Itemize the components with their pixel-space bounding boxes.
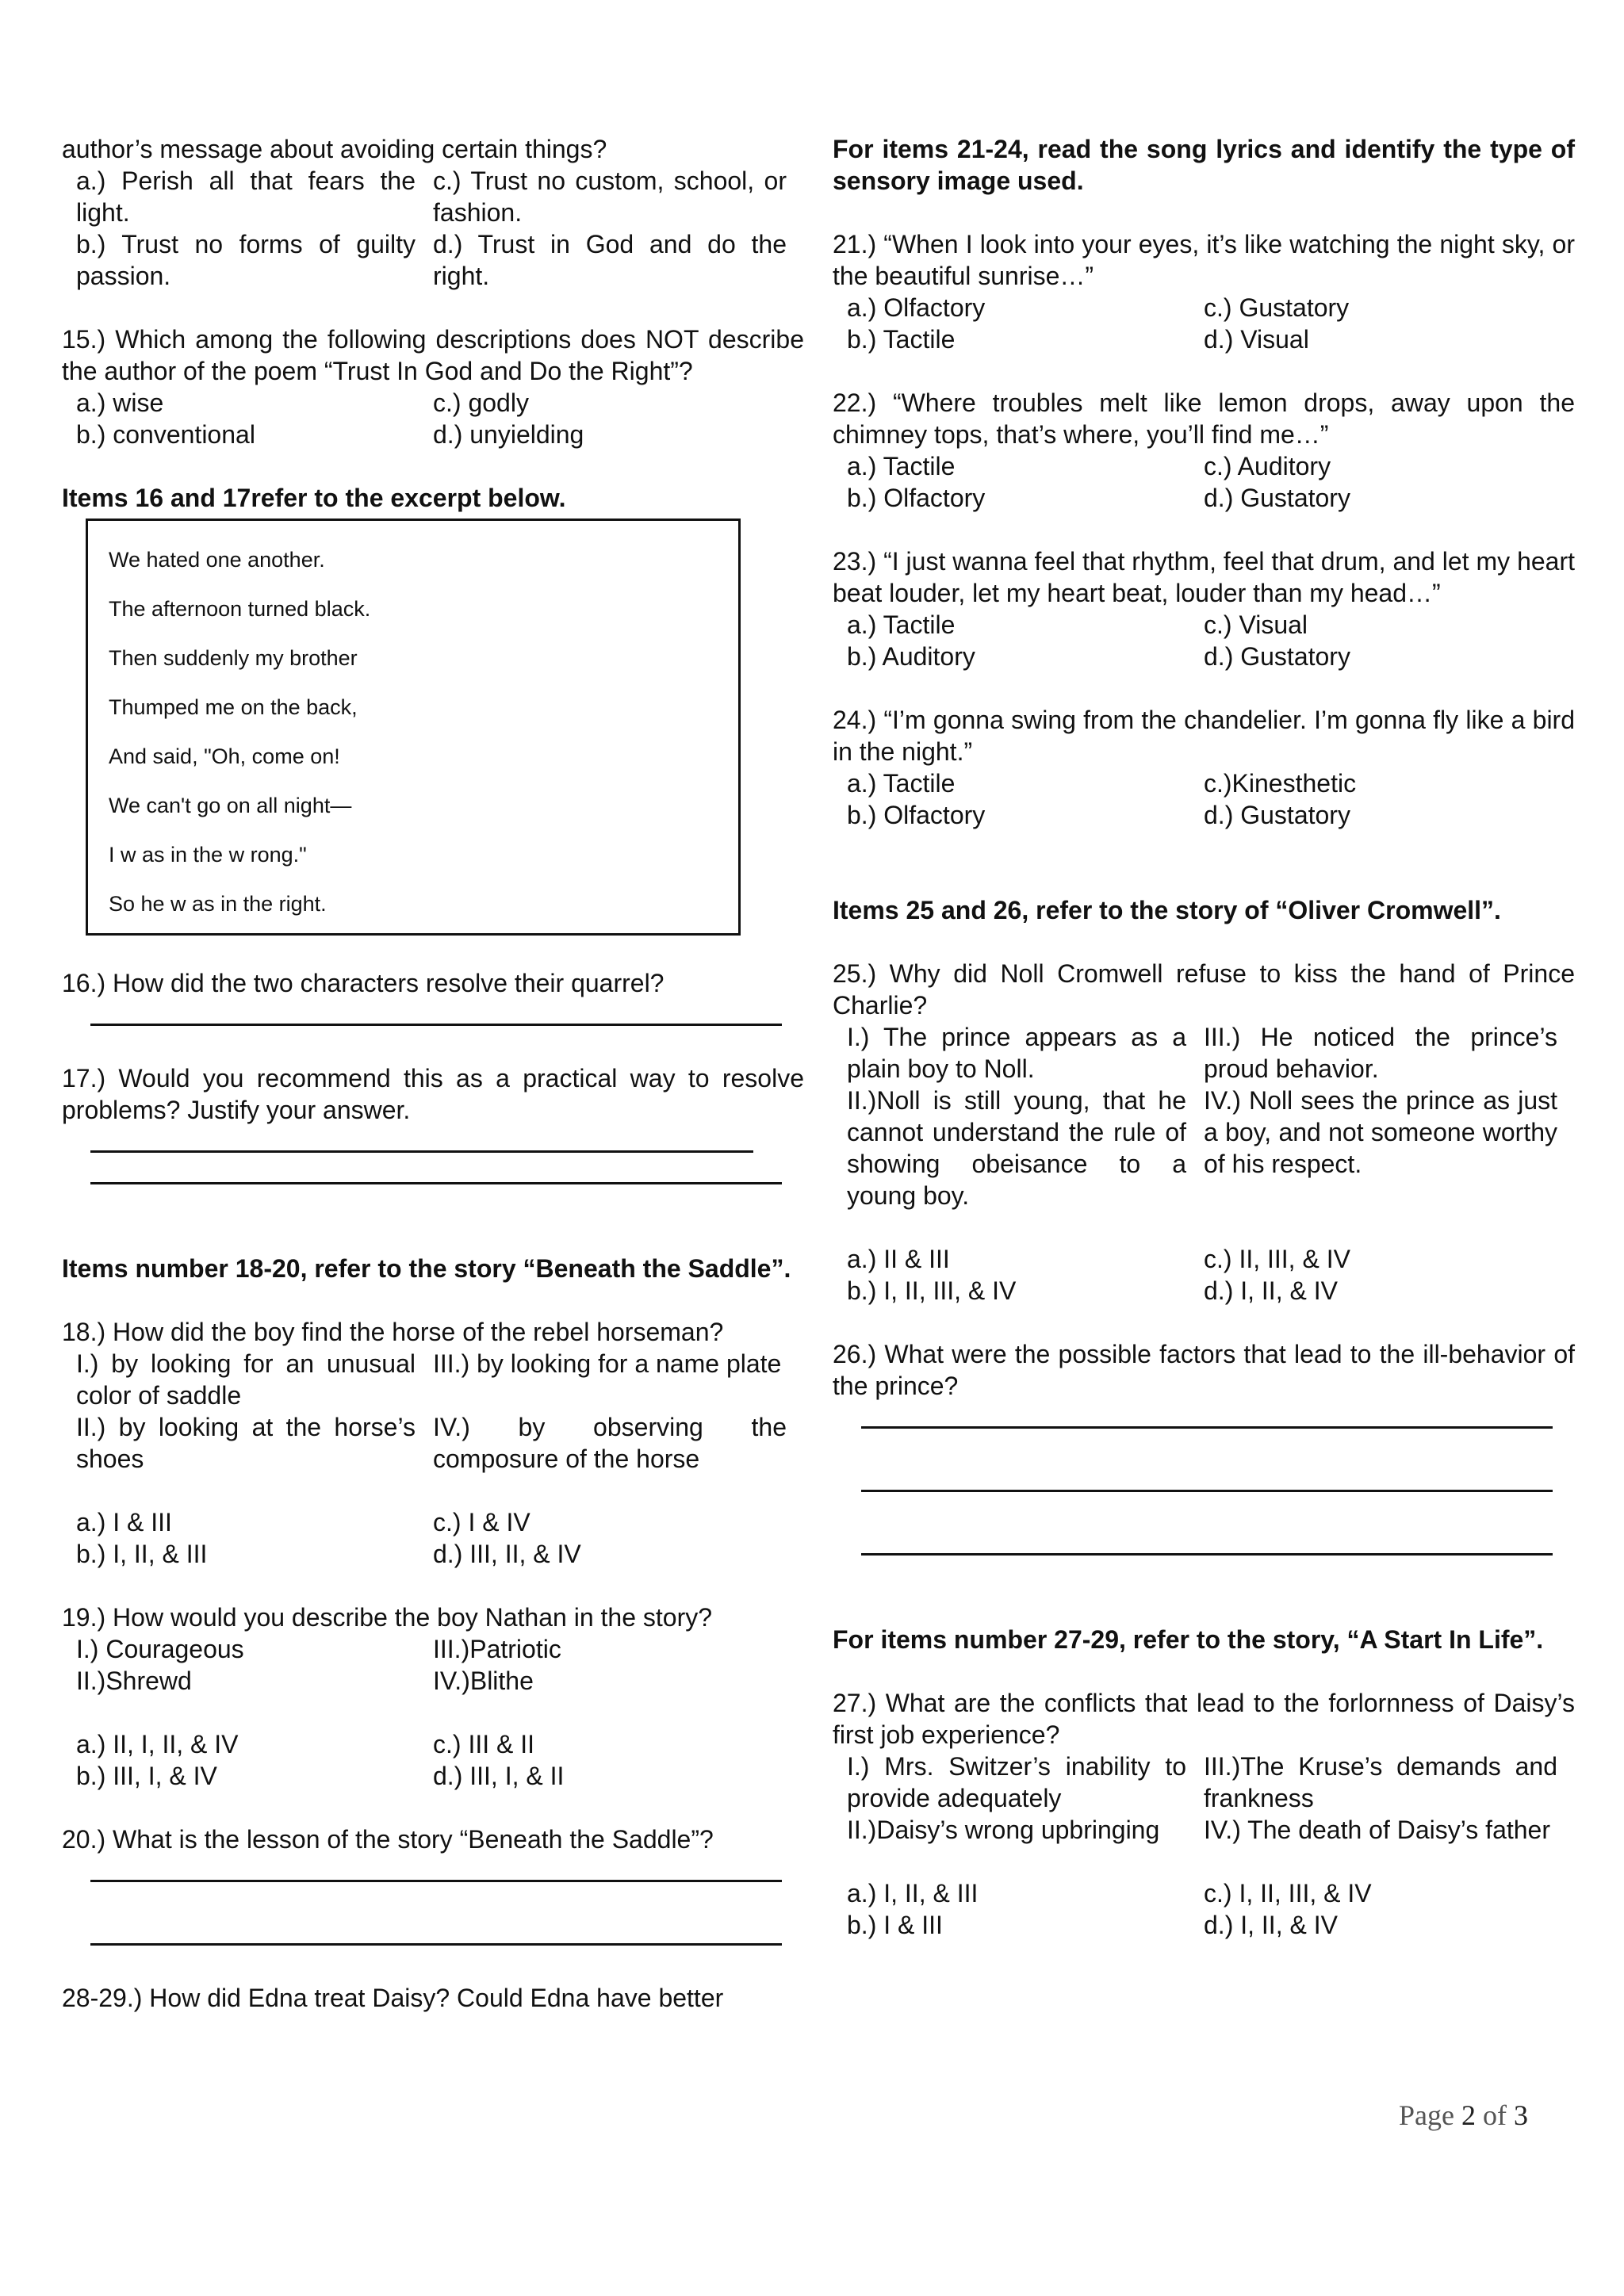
option: a.) II & III	[847, 1245, 950, 1273]
option: d.) I, II, & IV	[1204, 1276, 1338, 1305]
page-word: Page	[1399, 2099, 1454, 2131]
excerpt-line: So he w as in the right.	[109, 892, 327, 916]
excerpt-line: Thumped me on the back,	[109, 695, 358, 719]
option: a.) Tactile	[847, 452, 956, 480]
excerpt-box	[86, 519, 741, 936]
q21-options	[833, 292, 1575, 355]
item: I.) Courageous	[76, 1635, 244, 1663]
question-17: 17.) Would you recommend this as a practical way to resolve problems? Justify your answer.	[62, 1064, 804, 1124]
option: c.) godly	[433, 388, 529, 417]
answer-line[interactable]	[90, 1943, 782, 1946]
item: II.)Noll is still young, that he cannot understand the rule of showing obeisance to a young boy.	[847, 1086, 1186, 1210]
q27-options	[833, 1877, 1575, 1941]
excerpt-line: We can't go on all night—	[109, 794, 352, 817]
question-18: 18.) How did the boy find the horse of the rebel horseman?	[62, 1318, 724, 1346]
excerpt-line: And said, "Oh, come on!	[109, 744, 340, 768]
question-28-29: 28-29.) How did Edna treat Daisy? Could Edna have better	[62, 1984, 724, 2012]
answer-line[interactable]	[861, 1490, 1553, 1492]
answer-line[interactable]	[861, 1553, 1553, 1556]
option: b.) I, II, & III	[76, 1540, 208, 1568]
question-15: 15.) Which among the following descriptions does NOT describe the author of the poem “Trust In God and Do the Right”?	[62, 325, 804, 385]
item: I.) by looking for an unusual color of saddle	[76, 1349, 416, 1410]
excerpt-line: I w as in the w rong."	[109, 843, 307, 867]
option: a.) wise	[76, 388, 164, 417]
option: b.) Trust no forms of guilty passion.	[76, 230, 416, 290]
item: IV.)Blithe	[433, 1667, 534, 1695]
option: d.) I, II, & IV	[1204, 1911, 1338, 1939]
option: b.) I & III	[847, 1911, 943, 1939]
of-word: of	[1482, 2099, 1507, 2131]
answer-line[interactable]	[90, 1880, 782, 1882]
item: I.) The prince appears as a plain boy to Noll.	[847, 1023, 1186, 1083]
question-26: 26.) What were the possible factors that lead to the ill-behavior of the prince?	[833, 1340, 1575, 1400]
option: d.) Gustatory	[1204, 801, 1350, 829]
section-heading-25-26: Items 25 and 26, refer to the story of “Oliver Cromwell”.	[833, 896, 1501, 924]
option: c.) Trust no custom, school, or fashion.	[433, 166, 787, 227]
option: b.) conventional	[76, 420, 255, 449]
section-heading-18-20: Items number 18-20, refer to the story “Beneath the Saddle”.	[62, 1254, 791, 1283]
option: b.) Auditory	[847, 642, 975, 671]
question-14-tail: author’s message about avoiding certain things?	[62, 135, 607, 163]
option: a.) Olfactory	[847, 293, 986, 322]
option: a.) II, I, II, & IV	[76, 1730, 239, 1758]
question-21: 21.) “When I look into your eyes, it’s like watching the night sky, or the beautiful sunrise…”	[833, 230, 1575, 290]
q19-items	[62, 1633, 804, 1697]
item: II.) by looking at the horse’s shoes	[76, 1413, 416, 1473]
option: d.) unyielding	[433, 420, 584, 449]
item: III.) He noticed the prince’s proud behavior.	[1204, 1023, 1557, 1083]
page-current: 2	[1461, 2099, 1476, 2131]
item: IV.) by observing the composure of the horse	[433, 1413, 787, 1473]
page-total: 3	[1513, 2099, 1528, 2131]
question-23: 23.) “I just wanna feel that rhythm, feel that drum, and let my heart beat louder, let my heart beat, louder than my head…”	[833, 547, 1575, 607]
q18-items	[62, 1348, 804, 1475]
item: I.) Mrs. Switzer’s inability to provide adequately	[847, 1752, 1186, 1812]
q22-options	[833, 450, 1575, 514]
excerpt-line: We hated one another.	[109, 548, 325, 572]
option: c.) Visual	[1204, 610, 1308, 639]
item: IV.) Noll sees the prince as just a boy, and not someone worthy of his respect.	[1204, 1086, 1557, 1178]
section-heading-27-29: For items number 27-29, refer to the story, “A Start In Life”.	[833, 1625, 1544, 1654]
section-heading-16-17: Items 16 and 17refer to the excerpt below.	[62, 484, 566, 512]
page-number	[1399, 2099, 1528, 2131]
item: III.)The Kruse’s demands and frankness	[1204, 1752, 1557, 1812]
option: d.) III, II, & IV	[433, 1540, 581, 1568]
q24-options	[833, 767, 1575, 831]
right-column	[833, 133, 1575, 1941]
q23-options	[833, 609, 1575, 672]
option: d.) Gustatory	[1204, 484, 1350, 512]
option: a.) I & III	[76, 1508, 172, 1536]
q25-options	[833, 1243, 1575, 1307]
item: III.)Patriotic	[433, 1635, 561, 1663]
item: III.) by looking for a name plate	[433, 1349, 782, 1378]
q14-options	[62, 165, 804, 292]
answer-line[interactable]	[90, 1024, 782, 1026]
option: c.) II, III, & IV	[1204, 1245, 1350, 1273]
answer-line[interactable]	[90, 1150, 753, 1153]
option: c.) I, II, III, & IV	[1204, 1879, 1372, 1908]
item: IV.) The death of Daisy’s father	[1204, 1816, 1550, 1844]
option: d.) III, I, & II	[433, 1762, 565, 1790]
option: a.) Perish all that fears the light.	[76, 166, 416, 227]
answer-line[interactable]	[90, 1182, 782, 1184]
option: c.) III & II	[433, 1730, 535, 1758]
option: b.) I, II, III, & IV	[847, 1276, 1017, 1305]
question-20: 20.) What is the lesson of the story “Beneath the Saddle”?	[62, 1825, 714, 1854]
excerpt-line: The afternoon turned black.	[109, 597, 371, 621]
left-column	[62, 133, 804, 2014]
option: d.) Visual	[1204, 325, 1309, 354]
option: c.)Kinesthetic	[1204, 769, 1357, 798]
option: b.) Olfactory	[847, 801, 986, 829]
option: d.) Gustatory	[1204, 642, 1350, 671]
option: b.) Tactile	[847, 325, 956, 354]
option: c.) Auditory	[1204, 452, 1331, 480]
answer-line[interactable]	[861, 1426, 1553, 1429]
option: c.) I & IV	[433, 1508, 530, 1536]
q18-options	[62, 1506, 804, 1570]
item: II.)Shrewd	[76, 1667, 192, 1695]
q25-items	[833, 1021, 1575, 1211]
option: a.) I, II, & III	[847, 1879, 979, 1908]
option: d.) Trust in God and do the right.	[433, 230, 787, 290]
option: c.) Gustatory	[1204, 293, 1350, 322]
question-24: 24.) “I’m gonna swing from the chandelier. I’m gonna fly like a bird in the night.”	[833, 706, 1575, 766]
question-27: 27.) What are the conflicts that lead to the forlornness of Daisy’s first job experience?	[833, 1689, 1575, 1749]
q15-options	[62, 387, 804, 450]
excerpt-line: Then suddenly my brother	[109, 646, 358, 670]
option: b.) Olfactory	[847, 484, 986, 512]
question-25: 25.) Why did Noll Cromwell refuse to kiss the hand of Prince Charlie?	[833, 959, 1575, 1020]
option: b.) III, I, & IV	[76, 1762, 217, 1790]
option: a.) Tactile	[847, 769, 956, 798]
option: a.) Tactile	[847, 610, 956, 639]
question-16: 16.) How did the two characters resolve their quarrel?	[62, 969, 665, 997]
q19-options	[62, 1728, 804, 1792]
q27-items	[833, 1751, 1575, 1846]
question-22: 22.) “Where troubles melt like lemon drops, away upon the chimney tops, that’s where, you’ll find me…”	[833, 388, 1575, 449]
item: II.)Daisy’s wrong upbringing	[847, 1816, 1160, 1844]
section-heading-21-24: For items 21-24, read the song lyrics and identify the type of sensory image used.	[833, 135, 1575, 195]
question-19: 19.) How would you describe the boy Nathan in the story?	[62, 1603, 713, 1632]
